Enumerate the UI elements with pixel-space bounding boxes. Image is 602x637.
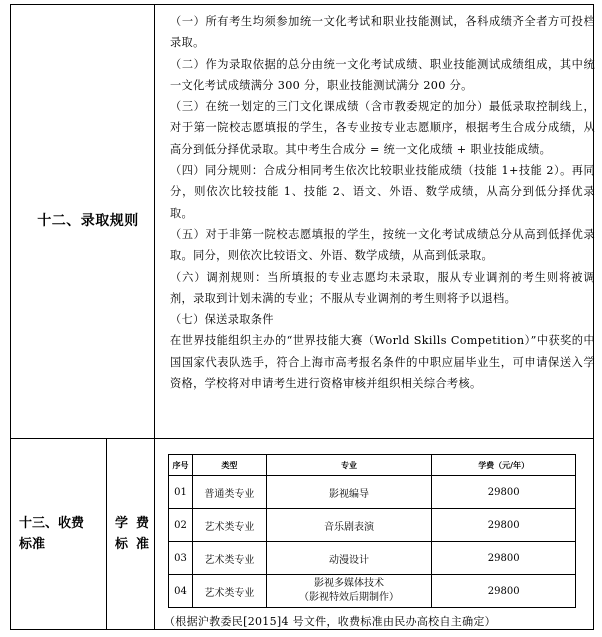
sub-label-divider [106, 438, 107, 629]
table-row [169, 542, 576, 575]
table-row [169, 575, 576, 608]
row-major: 音乐剧表演 [266, 509, 432, 542]
header-major: 专业 [266, 455, 432, 476]
header-no: 序号 [169, 455, 193, 476]
row-type: 艺术类专业 [192, 542, 266, 575]
tuition-sublabel-line2: 标准 [115, 537, 158, 552]
row-type: 普通类专业 [192, 476, 266, 509]
rule-paragraph-3: （三）在统一划定的三门文化课成绩（含市教委规定的加分）最低录取控制线上，对于第一院校志愿填报的学生，各专业按专业志愿顺序，根据考生合成分成绩，从高分到低分择优录取。其中考生合成分 = 统一文化成绩 + 职业技能成绩。 [170, 100, 595, 156]
tuition-table [168, 454, 576, 608]
row-no: 02 [169, 509, 193, 542]
tuition-sublabel-line1: 学费 [115, 516, 158, 531]
row-no: 03 [169, 542, 193, 575]
row-major: 动漫设计 [266, 542, 432, 575]
header-type: 类型 [192, 455, 266, 476]
section13-title-line1: 十三、收费 [19, 516, 85, 531]
rule-paragraph-4: （四）同分规则：合成分相同考生依次比较职业技能成绩（技能 1+技能 2）。再同分，则依次比较技能 1、技能 2、语文、外语、数学成绩，从高分到低分择优录取。 [170, 164, 595, 220]
row-fee: 29800 [432, 542, 576, 575]
section12-content [170, 11, 595, 394]
section-divider [11, 438, 593, 439]
rule-paragraph-5: （五）对于非第一院校志愿填报的学生，按统一文化考试成绩总分从高到低择优录取。同分，则依次比较语文、外语、数学成绩，从高到低录取。 [170, 227, 595, 263]
section13-title-line2: 标准 [19, 537, 46, 552]
fee-policy-note: （根据沪教委民[2015]4 号文件，收费标准由民办高校自主确定） [164, 615, 496, 628]
table-row [169, 476, 576, 509]
rule-paragraph-7: （七）保送录取条件 [170, 313, 274, 327]
row-fee: 29800 [432, 476, 576, 509]
row-major: 影视编导 [266, 476, 432, 509]
row-no: 04 [169, 575, 193, 608]
row-fee: 29800 [432, 575, 576, 608]
table-header-row [169, 455, 576, 476]
row-no: 01 [169, 476, 193, 509]
rule-paragraph-6: （六）调剂规则：当所填报的专业志愿均未录取，服从专业调剂的考生则将被调剂，录取到计划未满的专业；不服从专业调剂的考生则将予以退档。 [170, 270, 595, 305]
row-type: 艺术类专业 [192, 575, 266, 608]
section12-title: 十二、录取规则 [37, 213, 139, 229]
row-major-note: （影视特效后期制作） [299, 592, 400, 603]
row-type: 艺术类专业 [192, 509, 266, 542]
table-row [169, 509, 576, 542]
row-major [266, 575, 432, 608]
rule-paragraph-1: （一）所有考生均须参加统一文化考试和职业技能测试，各科成绩齐全者方可投档录取。 [170, 15, 595, 50]
header-fee: 学费（元/年） [432, 455, 576, 476]
rule-paragraph-2: （二）作为录取依据的总分由统一文化考试成绩、职业技能测试成绩组成，其中统一文化考试成绩满分 300 分，职业技能测试满分 200 分。 [170, 57, 595, 92]
rule-paragraph-8: 在世界技能组织主办的“世界技能大赛（World Skills Competition）”中获奖的中国国家代表队选手，符合上海市高考报名条件的中职应届毕业生，可申请保送入学资格，学校将对申请考生进行资格审核并组织相关综合考核。 [170, 334, 595, 391]
row-major-name: 影视多媒体技术 [314, 578, 385, 589]
row-fee: 29800 [432, 509, 576, 542]
